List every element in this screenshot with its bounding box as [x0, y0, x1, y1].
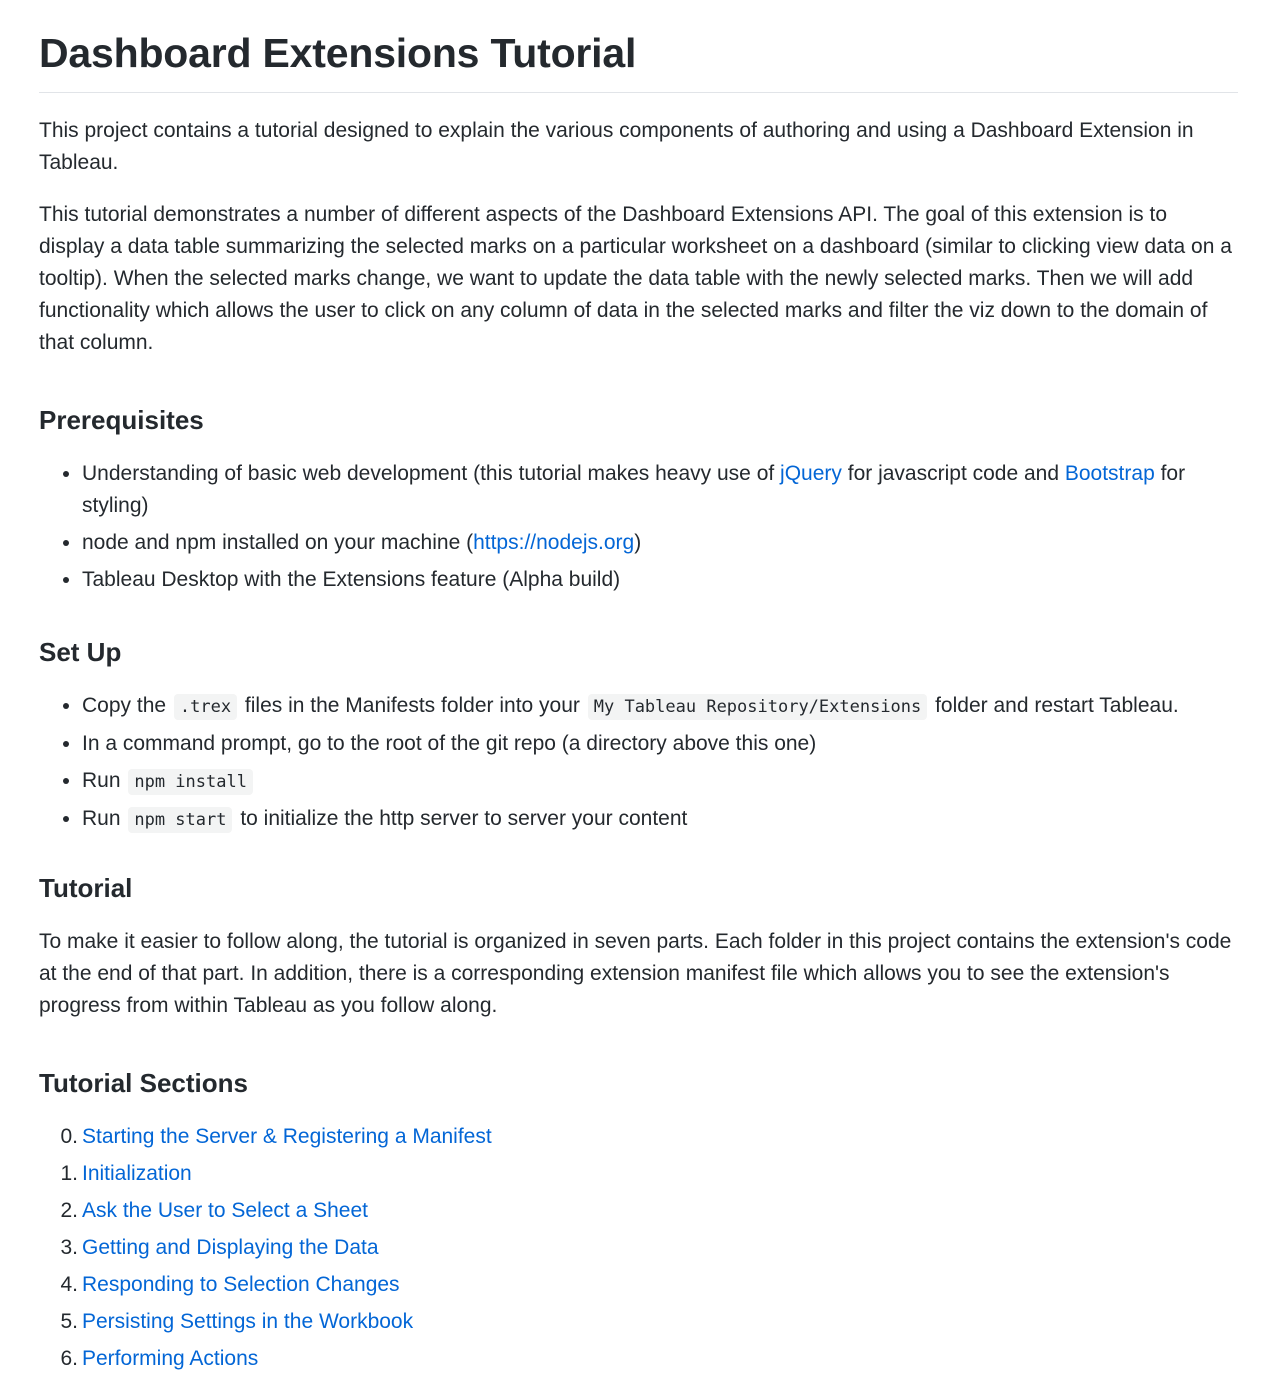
nodejs-link[interactable]: https://nodejs.org [473, 531, 635, 554]
tutorial-sections-heading: Tutorial Sections [39, 1068, 248, 1098]
list-item [82, 803, 1238, 836]
prerequisites-heading: Prerequisites [39, 405, 204, 435]
setup-text: Run [82, 807, 127, 830]
setup-text: Copy the [82, 694, 172, 717]
list-item [82, 527, 1238, 559]
section-link[interactable]: Starting the Server & Registering a Manifest [82, 1125, 492, 1148]
intro-paragraph-2: This tutorial demonstrates a number of different aspects of the Dashboard Extensions API. The goal of this extension is to display a data table summarizing the selected marks on a particular worksheet on a dashboard (similar to clicking view data on a tooltip). When the selected marks change, we want to update the data table with the newly selected marks. Then we will add functionality which allows the user to click on any column of data in the selected marks and filter the viz down to the domain of that column. [39, 203, 1232, 354]
section-link[interactable]: Ask the User to Select a Sheet [82, 1199, 368, 1222]
tutorial-sections-list [39, 1121, 1238, 1375]
tutorial-paragraph: To make it easier to follow along, the tutorial is organized in seven parts. Each folder in this project contains the extension's code at the end of that part. In addition, there is a corresponding extension manifest file which allows you to see the extension's progress from within Tableau as you follow along. [39, 930, 1232, 1017]
list-item [60, 1121, 1238, 1153]
section-number: 2. [60, 1199, 78, 1222]
list-item: • Tableau Desktop with the Extensions feature (Alpha build) [82, 564, 1238, 596]
setup-text: folder and restart Tableau. [929, 694, 1179, 717]
section-link[interactable]: Initialization [82, 1162, 192, 1185]
prerequisites-list [39, 458, 1238, 596]
prereq-text: for styling) [82, 462, 1186, 517]
setup-text: Run [82, 769, 127, 792]
setup-text: files in the Manifests folder into your [239, 694, 586, 717]
list-item: • In a command prompt, go to the root of the git repo (a directory above this one) [82, 728, 1238, 760]
setup-heading: Set Up [39, 637, 122, 667]
list-item [60, 1269, 1238, 1301]
list-item [82, 690, 1238, 723]
inline-code: npm start [128, 807, 232, 833]
section-link[interactable]: Performing Actions [82, 1347, 259, 1370]
inline-code: .trex [174, 694, 237, 720]
setup-text: to initialize the http server to server your content [234, 807, 688, 830]
prereq-text: Understanding of basic web development (this tutorial makes heavy use of [82, 462, 781, 485]
section-number: 3. [60, 1236, 78, 1259]
page-title: Dashboard Extensions Tutorial [39, 24, 1238, 93]
tutorial-heading: Tutorial [39, 873, 133, 903]
inline-code: npm install [128, 769, 253, 795]
section-number: 5. [60, 1310, 78, 1333]
jquery-link[interactable]: jQuery [780, 462, 842, 485]
section-link[interactable]: Getting and Displaying the Data [82, 1236, 379, 1259]
setup-list [39, 690, 1238, 836]
list-item [60, 1306, 1238, 1338]
section-number: 0. [60, 1125, 78, 1148]
section-link[interactable]: Persisting Settings in the Workbook [82, 1310, 414, 1333]
prereq-text: for javascript code and [841, 462, 1065, 485]
inline-code: My Tableau Repository/Extensions [588, 694, 928, 720]
prereq-text: node and npm installed on your machine ( [82, 531, 474, 554]
prereq-text: ) [634, 531, 642, 554]
list-item [82, 458, 1238, 522]
list-item [60, 1158, 1238, 1190]
list-item [60, 1195, 1238, 1227]
section-number: 1. [60, 1162, 78, 1185]
list-item [82, 765, 1238, 798]
section-link[interactable]: Responding to Selection Changes [82, 1273, 400, 1296]
section-number: 4. [60, 1273, 78, 1296]
bootstrap-link[interactable]: Bootstrap [1064, 462, 1155, 485]
section-number: 6. [60, 1347, 78, 1370]
intro-paragraph-1: This project contains a tutorial designed to explain the various components of authoring and using a Dashboard Extension in Tableau. [39, 119, 1194, 174]
list-item [60, 1343, 1238, 1375]
list-item [60, 1232, 1238, 1264]
